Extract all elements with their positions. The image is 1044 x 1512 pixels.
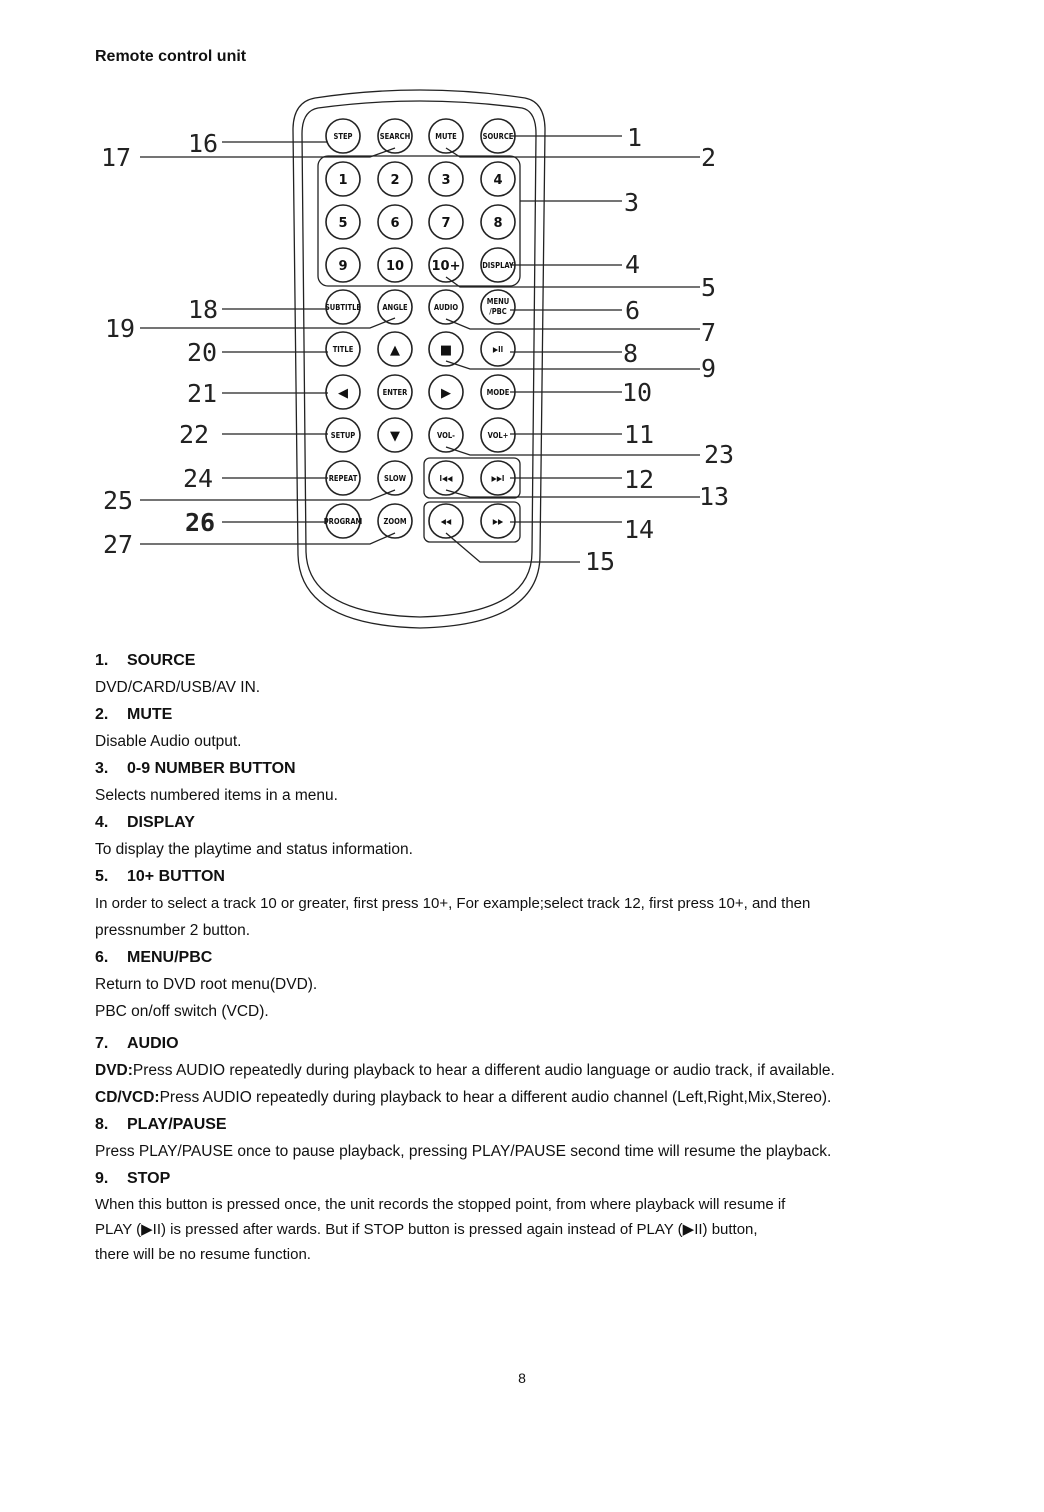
svg-text:AUDIO: AUDIO bbox=[433, 303, 459, 312]
svg-text:STEP: STEP bbox=[333, 132, 353, 141]
svg-text:PROGRAM: PROGRAM bbox=[323, 517, 363, 526]
callout-9: 9 bbox=[701, 354, 717, 383]
volume-up-button[interactable] bbox=[481, 418, 515, 452]
number-8-button[interactable] bbox=[481, 205, 515, 239]
svg-text:▶▶: ▶▶ bbox=[492, 517, 504, 526]
svg-text:SUBTITLE: SUBTITLE bbox=[324, 303, 362, 312]
item-title: 4. DISPLAY bbox=[95, 814, 195, 831]
mute-button[interactable] bbox=[429, 119, 463, 153]
audio-button[interactable] bbox=[429, 290, 463, 324]
mode-button[interactable] bbox=[481, 375, 515, 409]
remote-control-diagram bbox=[0, 0, 1044, 640]
subtitle-button[interactable] bbox=[325, 290, 361, 324]
callout-21: 21 bbox=[187, 379, 218, 408]
callout-19: 19 bbox=[105, 314, 136, 343]
callout-17: 17 bbox=[101, 143, 132, 172]
number-1-button[interactable] bbox=[326, 162, 360, 196]
svg-text:VOL-: VOL- bbox=[437, 431, 455, 440]
svg-text:5: 5 bbox=[338, 216, 348, 231]
svg-text:◀◀: ◀◀ bbox=[440, 517, 452, 526]
page-heading: Remote control unit bbox=[95, 48, 247, 65]
number-4-button[interactable] bbox=[481, 162, 515, 196]
callout-5: 5 bbox=[701, 273, 717, 302]
search-button[interactable] bbox=[378, 119, 412, 153]
up-arrow-button[interactable] bbox=[378, 332, 412, 366]
svg-text:ANGLE: ANGLE bbox=[382, 303, 408, 312]
page-number: 8 bbox=[518, 1370, 526, 1386]
svg-text:▼: ▼ bbox=[390, 429, 400, 444]
step-button[interactable] bbox=[326, 119, 360, 153]
svg-text:7: 7 bbox=[441, 216, 451, 231]
svg-text:10: 10 bbox=[385, 259, 405, 274]
callout-22: 22 bbox=[179, 420, 210, 449]
item-description: Selects numbered items in a menu. bbox=[95, 787, 338, 804]
svg-text:2: 2 bbox=[390, 173, 400, 188]
svg-text:SETUP: SETUP bbox=[330, 431, 356, 440]
program-button[interactable] bbox=[324, 504, 363, 538]
svg-text:8: 8 bbox=[493, 216, 503, 231]
number-3-button[interactable] bbox=[429, 162, 463, 196]
ten-plus-button[interactable] bbox=[429, 248, 463, 282]
item-title: 6. MENU/PBC bbox=[95, 949, 213, 966]
item-description: pressnumber 2 button. bbox=[95, 922, 251, 939]
svg-text:▶II: ▶II bbox=[492, 345, 504, 354]
svg-text:9: 9 bbox=[338, 259, 348, 274]
svg-text:REPEAT: REPEAT bbox=[328, 474, 358, 483]
svg-text:■: ■ bbox=[439, 343, 453, 358]
callout-15: 15 bbox=[585, 547, 616, 576]
callout-25: 25 bbox=[103, 486, 134, 515]
callout-14: 14 bbox=[624, 515, 655, 544]
item-description: PBC on/off switch (VCD). bbox=[95, 1003, 269, 1020]
number-10-button[interactable] bbox=[378, 248, 412, 282]
number-6-button[interactable] bbox=[378, 205, 412, 239]
callout-6: 6 bbox=[625, 296, 641, 325]
callout-3: 3 bbox=[624, 188, 640, 217]
callout-26: 26 bbox=[185, 508, 216, 537]
number-2-button[interactable] bbox=[378, 162, 412, 196]
number-9-button[interactable] bbox=[326, 248, 360, 282]
menu-pbc-button[interactable] bbox=[481, 290, 515, 324]
item-title: 3. 0-9 NUMBER BUTTON bbox=[95, 760, 296, 777]
title-button[interactable] bbox=[326, 332, 360, 366]
svg-text:◀: ◀ bbox=[338, 386, 348, 401]
svg-text:▶: ▶ bbox=[441, 386, 451, 401]
item-description: Return to DVD root menu(DVD). bbox=[95, 976, 318, 993]
svg-text:MODE: MODE bbox=[486, 388, 510, 397]
volume-down-button[interactable] bbox=[429, 418, 463, 452]
item-description: Disable Audio output. bbox=[95, 733, 242, 750]
play-pause-button[interactable] bbox=[481, 332, 515, 366]
left-arrow-button[interactable] bbox=[326, 375, 360, 409]
callout-11: 11 bbox=[624, 420, 655, 449]
svg-text:▶▶I: ▶▶I bbox=[491, 474, 505, 483]
svg-text:3: 3 bbox=[441, 173, 451, 188]
callout-2: 2 bbox=[701, 143, 717, 172]
item-title: 5. 10+ BUTTON bbox=[95, 868, 225, 885]
enter-button[interactable] bbox=[378, 375, 412, 409]
item-description: there will be no resume function. bbox=[95, 1246, 311, 1263]
callout-7: 7 bbox=[701, 318, 717, 347]
svg-text:MENU: MENU bbox=[486, 297, 510, 306]
svg-text:ENTER: ENTER bbox=[382, 388, 408, 397]
item-title: 9. STOP bbox=[95, 1170, 171, 1187]
angle-button[interactable] bbox=[378, 290, 412, 324]
callout-8: 8 bbox=[623, 339, 639, 368]
svg-text:6: 6 bbox=[390, 216, 400, 231]
callout-10: 10 bbox=[622, 378, 653, 407]
svg-text:VOL+: VOL+ bbox=[487, 431, 509, 440]
source-button[interactable] bbox=[481, 119, 515, 153]
item-title: 2. MUTE bbox=[95, 706, 173, 723]
svg-text:TITLE: TITLE bbox=[332, 345, 354, 354]
svg-text:▲: ▲ bbox=[390, 343, 400, 358]
item-description: When this button is pressed once, the unit records the stopped point, from where playback will resume if bbox=[95, 1196, 786, 1213]
callout-27: 27 bbox=[103, 530, 134, 559]
setup-button[interactable] bbox=[326, 418, 360, 452]
down-arrow-button[interactable] bbox=[378, 418, 412, 452]
item-description: CD/VCD:Press AUDIO repeatedly during playback to hear a different audio channel (Left,Right,Mix,Stereo). bbox=[95, 1089, 832, 1106]
svg-text:/PBC: /PBC bbox=[489, 307, 507, 316]
callout-20: 20 bbox=[187, 338, 218, 367]
button-descriptions bbox=[95, 647, 945, 1267]
item-title: 7. AUDIO bbox=[95, 1035, 179, 1052]
callout-1: 1 bbox=[627, 123, 643, 152]
item-title: 8. PLAY/PAUSE bbox=[95, 1116, 227, 1133]
svg-text:MUTE: MUTE bbox=[435, 132, 457, 141]
item-title: 1. SOURCE bbox=[95, 652, 196, 669]
callout-18: 18 bbox=[188, 295, 219, 324]
callout-16: 16 bbox=[188, 129, 219, 158]
svg-text:SEARCH: SEARCH bbox=[379, 132, 411, 141]
callout-12: 12 bbox=[624, 465, 655, 494]
item-description: To display the playtime and status information. bbox=[95, 841, 413, 858]
display-button[interactable] bbox=[481, 248, 515, 282]
item-description: DVD:Press AUDIO repeatedly during playback to hear a different audio language or audio track, if available. bbox=[95, 1062, 835, 1079]
callout-4: 4 bbox=[625, 250, 641, 279]
item-description: In order to select a track 10 or greater, first press 10+, For example;select track 12, first press 10+, and then bbox=[95, 895, 811, 912]
callout-24: 24 bbox=[183, 464, 214, 493]
svg-text:1: 1 bbox=[338, 173, 348, 188]
number-5-button[interactable] bbox=[326, 205, 360, 239]
svg-text:I◀◀: I◀◀ bbox=[439, 474, 453, 483]
previous-button[interactable] bbox=[429, 461, 463, 495]
slow-button[interactable] bbox=[378, 461, 412, 495]
right-arrow-button[interactable] bbox=[429, 375, 463, 409]
svg-text:4: 4 bbox=[493, 173, 503, 188]
svg-text:SLOW: SLOW bbox=[383, 474, 407, 483]
stop-button[interactable] bbox=[429, 332, 463, 366]
fast-forward-button[interactable] bbox=[481, 504, 515, 538]
svg-text:ZOOM: ZOOM bbox=[383, 517, 407, 526]
number-7-button[interactable] bbox=[429, 205, 463, 239]
callout-13: 13 bbox=[699, 482, 730, 511]
item-description: Press PLAY/PAUSE once to pause playback, pressing PLAY/PAUSE second time will resume the playback. bbox=[95, 1143, 832, 1160]
svg-text:DISPLAY: DISPLAY bbox=[482, 261, 514, 270]
zoom-button[interactable] bbox=[378, 504, 412, 538]
item-description: DVD/CARD/USB/AV IN. bbox=[95, 679, 261, 696]
callout-23: 23 bbox=[704, 440, 735, 469]
svg-text:SOURCE: SOURCE bbox=[482, 132, 514, 141]
repeat-button[interactable] bbox=[326, 461, 360, 495]
next-button[interactable] bbox=[481, 461, 515, 495]
svg-text:10+: 10+ bbox=[431, 259, 461, 274]
rewind-button[interactable] bbox=[429, 504, 463, 538]
item-description: PLAY (▶II) is pressed after wards. But if STOP button is pressed again instead of PLAY (▶II) button, bbox=[95, 1221, 758, 1238]
